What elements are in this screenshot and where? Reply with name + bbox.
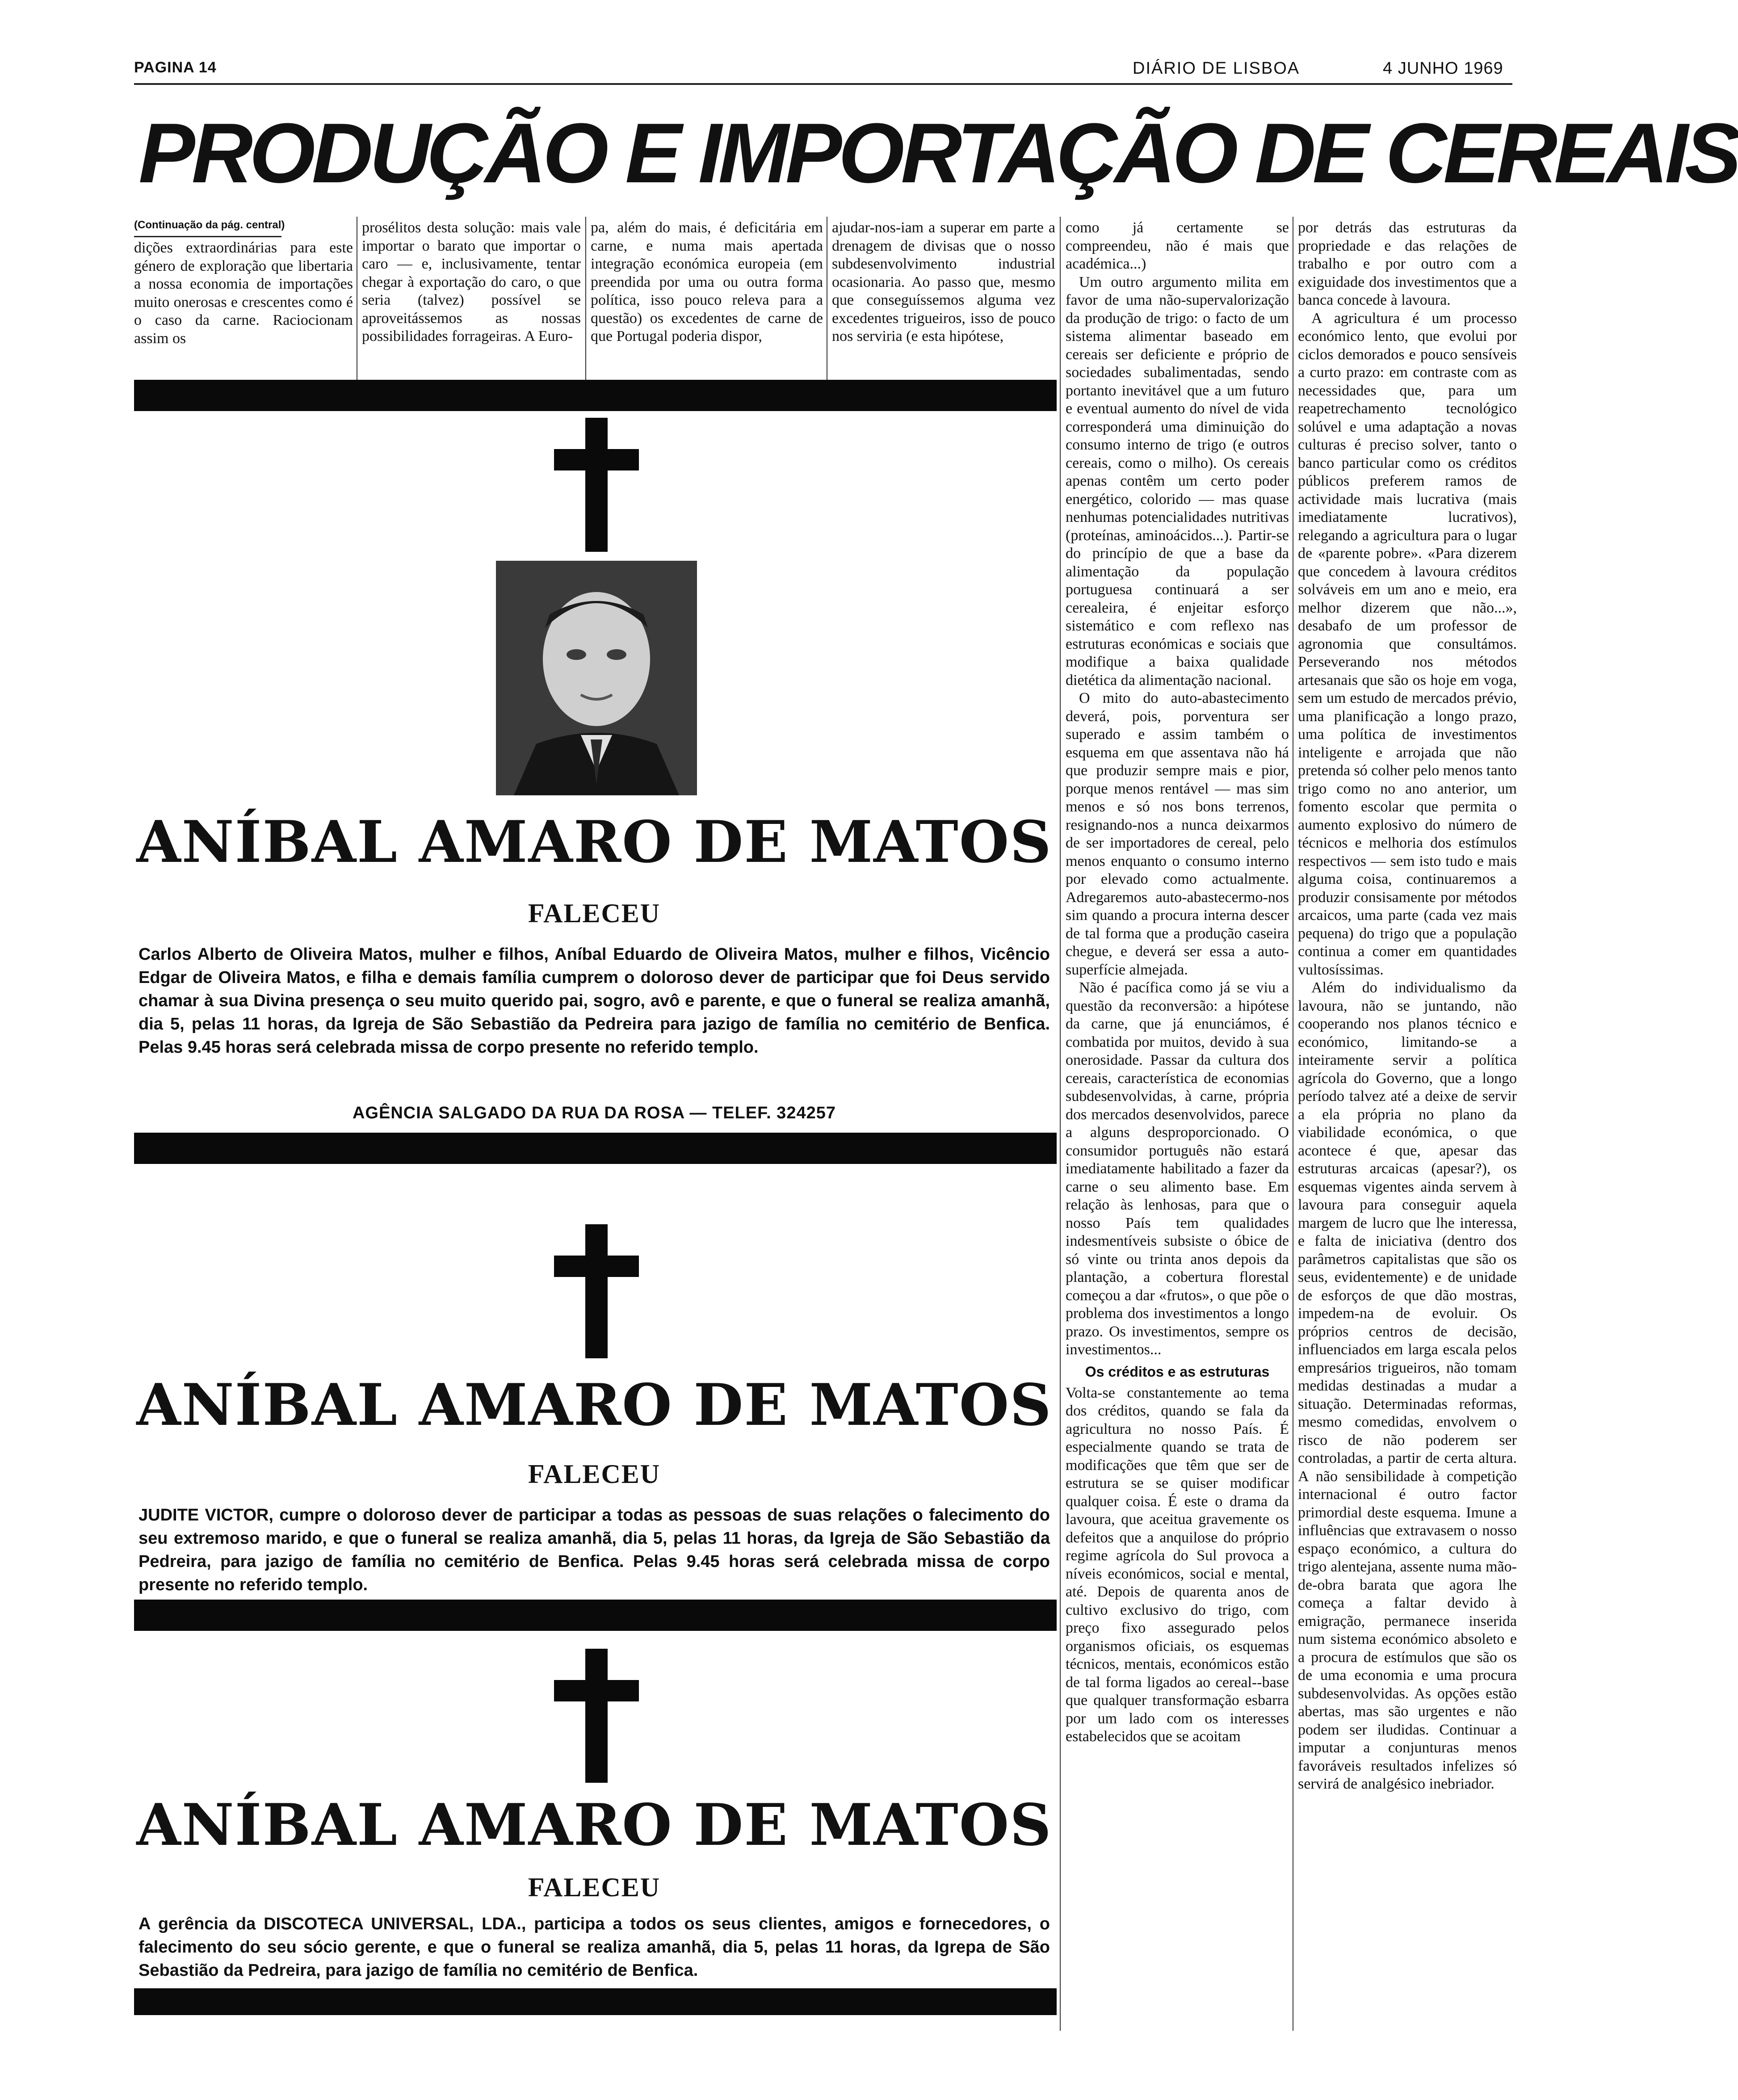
article-column-6: por detrás das estruturas da propriedade e das relações de trabalho e por outro com a exiguidade dos investimentos que a banca concede à lavoura. A agricultura é um processo económico lento, que evolui por ciclos demorados e pouco sensíveis a curto prazo: em contraste com as necessidades que, para um reapetrechamento tecnológico solúvel e uma adaptação a novas culturas é preciso solver, tanto o banco particular como os créditos públicos preferem ramos de actividade mais lucrativa (mais imediatamente lucrativos), relegando a agricultura para o lugar de «parente pobre». «Para dizerem que concedem à lavoura créditos solváveis em um ano e meio, era melhor dizerem que não...», desabafo de um professor de agronomia que consultámos. Perseverando nos métodos artesanais que são os hoje em voga, sem um estudo de mercados prévio, uma planificação a longo prazo, uma política de investimentos inteligente e arrojada que não pretenda só colher pelo menos tanto trigo como no ano anterior, um fomento escolar que permita o aumento explosivo do número de técnicos e melhoria dos estímulos respectivos — sem isto tudo e mais alguma coisa, continuaremos a produzir consisamente por métodos arcaicos, uma parte (cada vez mais pequena) do trigo que a população continua a comer em quantidades vultosíssimas. Além do individualismo da lavoura, não se juntando, não cooperando nos planos técnico e económico, limitando-se a inteiramente servir a política agrícola do Governo, que a longo período talvez até a deixe de servir a ela própria no plano da viabilidade económica, o que acontece é que, apesar das estruturas arcaicas (apesar?), os esquemas vigentes ainda servem à lavoura para conseguir aquela margem de lucro que lhe interessa, e falta de iniciativa (dentro dos parâmetros capitalistas que são os seus, evidentemente) e de unidade de esforços de que dão mostras, impedem-na de evoluir. Os próprios centros de decisão, influenciados em larga escala pelos empresários trigueiros, não tomam medidas destinadas a mudar a situação. Determinadas reformas, mesmo comedidas, envolvem o risco de não poderem ser controladas, a partir de certa altura. A não sensibilidade à competição internacional é outro factor primordial deste esquema. Imune a influências que extravasem o nosso espaço económico, a cultura do trigo alentejana, assente numa mão-de-obra barata que agora lhe começa a faltar devido à emigração, permanece inserida num sistema económico absoleto e a procura de estímulos que são os de uma economia e uma procura subdesenvolvidas. As opções estão abertas, mas são urgentes e não podem ser iludidas. Continuar a imputar a conjunturas menos favoráveis resultados infelizes só servirá de analgésico inebriador. [1298, 219, 1517, 1792]
header-rule [134, 83, 1512, 85]
obituary-border [134, 380, 1057, 411]
top-column-3: pa, além do mais, é deficitária em carne, e numa mais apertada integração económica europeia (em preendida por uma ou outra forma política, isso pouco releva para a questão) os excedentes de carne de que Portugal poderia dispor, [591, 219, 823, 344]
deceased-name: ANÍBAL AMARO DE MATOS [136, 1372, 1052, 1439]
article-column-5: como já certamente se compreendeu, não é mais que académica...) Um outro argumento milita em favor de uma não-supervalorização da produção de trigo: o facto de um sistema alimentar baseado em cereais ser deficiente e próprio de sociedades subalimentadas, sendo portanto inevitável que a um futuro e eventual aumento do nível de vida corresponderá uma diminuição do consumo interno de trigo (e outros cereais, como o milho). Os cereais apenas contêm um certo poder energético, colorido — mas quase nenhumas potencialidades nutritivas (proteínas, aminoácidos...). Partir-se do princípio de que a base da alimentação da população portuguesa continuará a ser cerealeira, é enjeitar esforço sistemático e com reflexo nas estruturas económicas e sociais que modifique a baixa qualidade dietética da alimentação nacional. O mito do auto-abastecimento deverá, pois, porventura ser superado e assim também o esquema em que assentava não há que produzir sempre mais e pior, porque menos rentável — mas sim menos e só nos bons terrenos, resignando-nos a nunca deixarmos de ser importadores de cereal, pelo menos enquanto o consumo interno por elevado como actualmente. Adregaremos auto-abastecermo-nos sim quando a procura interna descer de tal forma que a produção caseira chegue, e deverá ser essa a auto-superfície almejada. Não é pacífica como já se viu a questão da reconversão: a hipótese da carne, que já enunciámos, é combatida por muitos, devido à sua onerosidade. Passar da cultura dos cereais, característica de economias subdesenvolvidas, à carne, própria dos mercados desenvolvidos, parece a alguns desproporcionado. O consumidor português não estará imediatamente habilitado a fazer da carne o seu alimento base. Em relação às lenhosas, para que o nosso País tem qualidades indesmentíveis subsiste o óbice de só vinte ou trinta anos depois da plantação, a cobertura florestal começou a dar «frutos», o que põe o problema dos investimentos a longo prazo. Os investimentos, sempre os investimentos... Os créditos e as estruturas Volta-se constantemente ao tema dos créditos, quando se fala da agricultura no nosso País. É especialmente quando se trata de modificações que têm que ser de estrutura se se quiser modificar qualquer coisa. É este o drama da lavoura, que aceitua gravemente os defeitos que a anquilose do próprio regime agrícola do Sul provoca a níveis económicos, social e mental, até. Depois de quarenta anos de cultivo exclusivo do trigo, com preço fixo assegurado pelos organismos oficiais, os esquemas técnicos, mentais, económicos estão de tal forma ligados ao cereal--base que qualquer transformação esbarra por um lado com os interesses estabelecidos que se acoitam [1066, 219, 1289, 1745]
column-rule [1060, 217, 1061, 2031]
deceased-name: ANÍBAL AMARO DE MATOS [136, 809, 1052, 876]
cross-icon [554, 418, 639, 552]
top-column-2: prosélitos desta solução: mais vale importar o barato que importar o caro — e, inclusivamente, tentar chegar à exportação do caro, o que seria (talvez) possível se aproveitássemos as nossas possibilidades forrageiras. A Euro- [362, 219, 581, 344]
portrait-photo [496, 561, 697, 795]
deceased-status: FALECEU [528, 899, 661, 928]
page-number: PAGINA 14 [134, 59, 217, 76]
continuation-note: (Continuação da pág. central) [134, 219, 285, 231]
cross-icon [554, 1649, 639, 1783]
deceased-name: ANÍBAL AMARO DE MATOS [136, 1792, 1052, 1859]
subheading-creditos: Os créditos e as estruturas [1085, 1363, 1270, 1380]
issue-date: 4 JUNHO 1969 [1383, 59, 1503, 78]
obituary-border [134, 1133, 1057, 1164]
headline: PRODUÇÃO E IMPORTAÇÃO DE CEREAIS [139, 106, 1738, 201]
funeral-agency: AGÊNCIA SALGADO DA RUA DA ROSA — TELEF. 324257 [352, 1104, 836, 1122]
cross-icon [554, 1224, 639, 1358]
continuation-rule [134, 236, 281, 237]
column-rule [585, 217, 586, 386]
deceased-status: FALECEU [528, 1459, 661, 1489]
obituary-border [134, 1600, 1057, 1631]
obituary-notice: A gerência da DISCOTECA UNIVERSAL, LDA., participa a todos os seus clientes, amigos e fornecedores, o falecimento do seu sócio gerente, e que o funeral se realiza amanhã, dia 5, pelas 11 horas, da Igrepa de São Sebastião da Pedreira, para jazigo de família no cemitério de Benfica. [139, 1915, 1050, 1980]
newspaper-name: DIÁRIO DE LISBOA [1133, 59, 1300, 78]
obituary-notice: Carlos Alberto de Oliveira Matos, mulher e filhos, Aníbal Eduardo de Oliveira Matos, mulher e filhos, Vicêncio Edgar de Oliveira Matos, e filha e demais família cumprem o doloroso dever de participar que foi Deus servido chamar à sua Divina presença o seu muito querido pai, sogro, avô e parente, e que o funeral se realiza amanhã, dia 5, pelas 11 horas, da Igreja de São Sebastião da Pedreira para jazigo de família no cemitério de Benfica. Pelas 9.45 horas será celebrada missa de corpo presente no referido templo. [139, 945, 1050, 1057]
deceased-status: FALECEU [528, 1873, 661, 1902]
obituary-border [134, 1988, 1057, 2015]
obituary-notice: JUDITE VICTOR, cumpre o doloroso dever de participar a todas as pessoas de suas relações o falecimento do seu extremoso marido, e que o funeral se realiza amanhã, dia 5, pelas 11 horas, da Igreja de São Sebastião da Pedreira, para jazigo de família no cemitério de Benfica. Pelas 9.45 horas será celebrada missa de corpo presente no referido templo. [139, 1506, 1050, 1594]
top-column-4: ajudar-nos-iam a superar em parte a drenagem de divisas que o nosso subdesenvolvimento industrial ocasionaria. Ao passo que, mesmo que conseguíssemos alguma vez excedentes trigueiros, isso de pouco nos serviria (e esta hipótese, [832, 219, 1055, 344]
portrait-icon [496, 561, 697, 795]
top-column-1: dições extraordinárias para este género de exploração que libertaria a nossa economia de importações muito onerosas e crescentes como é o caso da carne. Raciocionam assim os [134, 239, 353, 347]
